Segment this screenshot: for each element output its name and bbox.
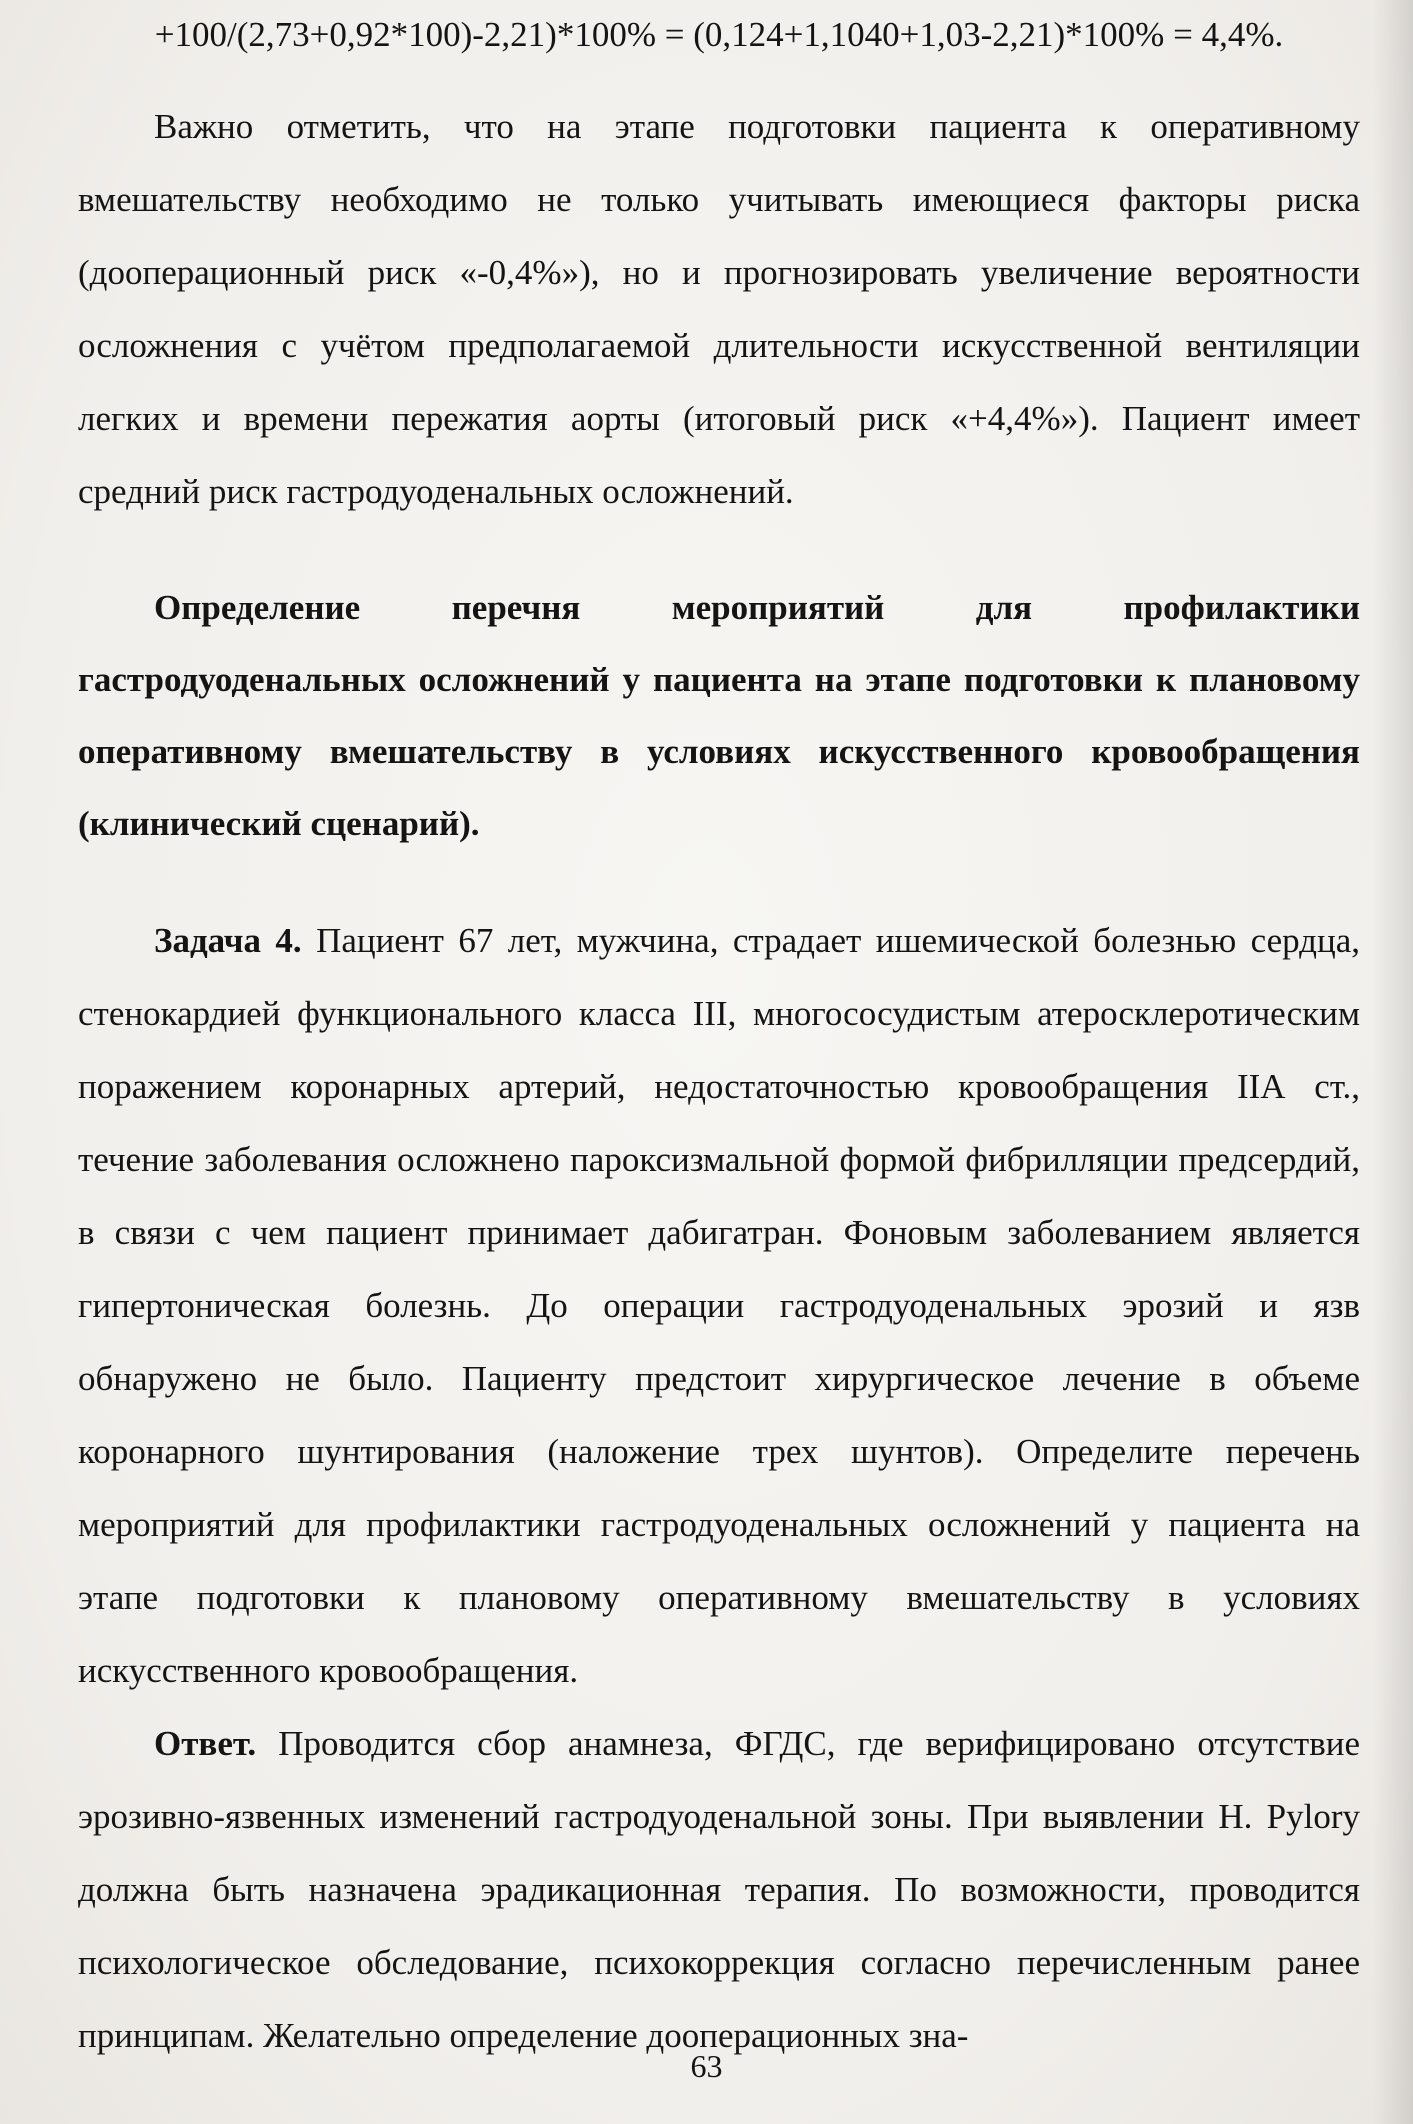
formula-line: +100/(2,73+0,92*100)-2,21)*100% = (0,124+1,1040+1,03-2,21)*100% = 4,4%. xyxy=(154,15,1284,54)
scan-edge-shadow xyxy=(1373,0,1413,2124)
text-block xyxy=(78,14,1360,2072)
paragraph-answer xyxy=(78,1707,1360,2072)
answer-text: Проводится сбор анамнеза, ФГДС, где верифицировано отсутствие эрозивно-язвенных изменений гастродуоденальной зоны. При выявлении H. Pylory должна быть назначена эрадикационная терапия. По возможности, проводится психологическое обследование, психокоррекция согласно перечисленным ранее принципам. Желательно определение дооперационных зна- xyxy=(78,1724,1361,2055)
page-number: 63 xyxy=(690,2048,723,2084)
paragraph-task xyxy=(78,904,1360,1707)
paragraph-risk-note: Важно отметить, что на этапе подготовки пациента к оперативному вмешательству необходимо не только учитывать имеющиеся факторы риска (дооперационный риск «-0,4%»), но и прогнозировать увеличение вероятности осложнения с учётом предполагаемой длительности искусственной вентиляции легких и времени пережатия аорты (итоговый риск «+4,4%»). Пациент имеет средний риск гастродуоденальных осложнений. xyxy=(78,107,1360,511)
task-label: Задача 4. xyxy=(154,921,302,960)
task-text: Пациент 67 лет, мужчина, страдает ишемической болезнью сердца, стенокардией функционального класса III, многососудистым атеросклеротическим поражением коронарных артерий, недостаточностью кровообращения IIА ст., течение заболевания осложнено пароксизмальной формой фибрилляции предсердий, в связи с чем пациент принимает дабигатран. Фоновым заболеванием является гипертоническая болезнь. До операции гастродуоденальных эрозий и язв обнаружено не было. Пациенту предстоит хирургическое лечение в объеме коронарного шунтирования (наложение трех шунтов). Определите перечень мероприятий для профилактики гастродуоденальных осложнений у пациента на этапе подготовки к плановому оперативному вмешательству в условиях искусственного кровообращения. xyxy=(78,921,1360,1690)
answer-label: Ответ. xyxy=(154,1724,257,1763)
section-heading: Определение перечня мероприятий для профилактики гастродуоденальных осложнений у пациента на этапе подготовки к плановому оперативному вмешательству в условиях искусственного кровообращения (клинический сценарий). xyxy=(78,588,1360,843)
